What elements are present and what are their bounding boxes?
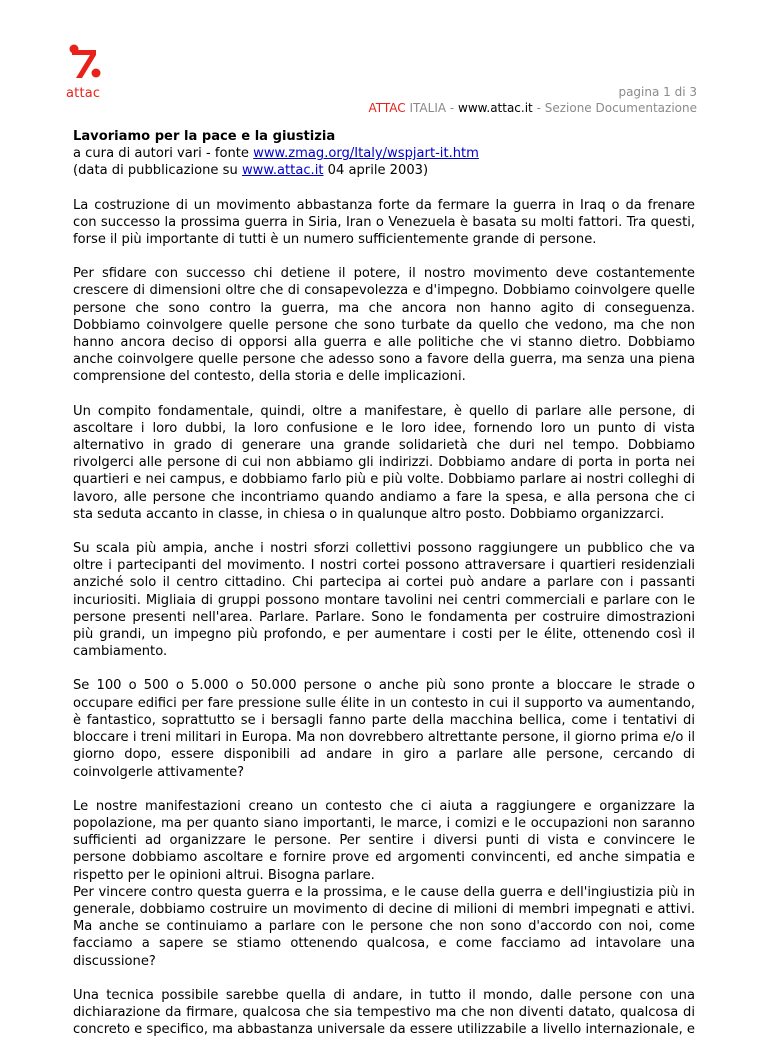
paragraph: La costruzione di un movimento abbastanza forte da fermare la guerra in Iraq o da frenare con successo la prossima guerra in Siria, Iran o Venezuela è basata su molti fattori. Tra questi, forse il più importante di tutti è un numero sufficientemente grande di persone. bbox=[73, 197, 695, 248]
site-url: www.attac.it bbox=[458, 101, 533, 115]
attac-logo[interactable] bbox=[66, 42, 116, 101]
brand-country: ITALIA - bbox=[405, 101, 459, 115]
paragraph: Se 100 o 500 o 5.000 o 50.000 persone o anche più sono pronte a bloccare le strade o occupare edifici per fare pressione sulle élite in un contesto in cui il supporto va aumentando, è fantastico, soprattutto se i bersagli fanno parte della macchina bellica, come i tentativi di bloccare i treni militari in Europa. Ma non dovrebbero altrettante persone, il giorno prima e/o il giorno dopo, essere disponibili ad andare in giro a parlare alle persone, cercando di coinvolgerle attivamente? bbox=[73, 678, 695, 780]
page-number: pagina 1 di 3 bbox=[618, 85, 697, 99]
percent-logo-icon bbox=[66, 42, 104, 80]
paragraph: Le nostre manifestazioni creano un contesto che ci aiuta a raggiungere e organizzare la popolazione, ma per quanto siano importanti, le marce, i comizi e le occupazioni non saranno sufficienti ad organizzare le persone. Per sentire i diversi punti di vista e convincere le persone dobbiamo ascoltare e fornire prove ed argomenti convincenti, ed anche simpatia e rispetto per le opinioni altrui. Bisogna parlare. bbox=[73, 798, 695, 883]
article-title: Lavoriamo per la pace e la giustizia bbox=[73, 129, 336, 144]
logo-text: attac bbox=[66, 86, 101, 101]
pub-prefix: (data di pubblicazione su bbox=[73, 163, 242, 179]
page-header bbox=[369, 84, 698, 116]
paragraph: Su scala più ampia, anche i nostri sforzi collettivi possono raggiungere un pubblico che va oltre i partecipanti del movimento. I nostri cortei possono attraversare i quartieri residenziali anziché solo il centro cittadino. Chi partecipa ai cortei può andare a parlare con i passanti incuriositi. Migliaia di gruppi possono montare tavolini nei centri commerciali e parlare con le persone presenti nell'area. Parlare. Parlare. Sono le fondamenta per costruire dimostrazioni più grandi, un impegno più profondo, e per aumentare i costi per le élite, ottenendo così il cambiamento. bbox=[73, 541, 695, 660]
brand-name: ATTAC bbox=[368, 101, 406, 115]
source-link[interactable]: www.zmag.org/Italy/wspjart-it.htm bbox=[253, 146, 479, 162]
paragraph: Per vincere contro questa guerra e la prossima, e le cause della guerra e dell'ingiustizia più in generale, dobbiamo costruire un movimento di decine di milioni di membri impegnati e attivi. Ma anche se continuiamo a parlare con le persone che non sono d'accordo con noi, come facciamo a sapere se stiamo ottenendo qualcosa, e come facciamo ad intavolare una discussione? bbox=[73, 884, 695, 969]
pub-suffix: 04 aprile 2003) bbox=[323, 163, 429, 179]
publication-date bbox=[73, 162, 695, 179]
article-heading bbox=[73, 128, 695, 180]
paragraph: Una tecnica possibile sarebbe quella di andare, in tutto il mondo, dalle persone con una dichiarazione da firmare, qualcosa che sia tempestivo ma che non diventi datato, qualcosa di concreto e specifico, ma abbastanza universale da essere utilizzabile a livello internazionale, e bbox=[73, 987, 695, 1038]
byline-prefix: a cura di autori vari - fonte bbox=[73, 146, 254, 162]
article bbox=[73, 128, 695, 1055]
attac-site-link[interactable]: www.attac.it bbox=[241, 163, 324, 179]
paragraph: Un compito fondamentale, quindi, oltre a manifestare, è quello di parlare alle persone, di ascoltare i loro dubbi, la loro confusione e le loro idee, fornendo loro un punto di vista alternativo in grado di generare una grande solidarietà che duri nel tempo. Dobbiamo rivolgerci alle persone di cui non abbiamo gli indirizzi. Dobbiamo andare di porta in porta nei quartieri e nei campus, e dobbiamo farlo più e più volte. Dobbiamo parlare ai nostri colleghi di lavoro, alle persone che incontriamo quando andiamo a fare la spesa, e alla persona che ci sta seduta accanto in classe, in chiesa o in qualunque altro posto. Dobbiamo organizzarci. bbox=[73, 403, 695, 522]
section-name: - Sezione Documentazione bbox=[532, 101, 697, 115]
header-source-line bbox=[369, 100, 698, 116]
article-byline bbox=[73, 145, 695, 162]
paragraph: Per sfidare con successo chi detiene il potere, il nostro movimento deve costantemente crescere di dimensioni oltre che di consapevolezza e d'impegno. Dobbiamo coinvolgere quelle persone che sono contro la guerra, ma che ancora non hanno agito di conseguenza. Dobbiamo coinvolgere quelle persone che sono turbate da quello che vedono, ma che non hanno ancora deciso di opporsi alla guerra e alle politiche che vi stanno dietro. Dobbiamo anche coinvolgere quelle persone che adesso sono a favore della guerra, ma senza una piena comprensione del contesto, della storia e delle implicazioni. bbox=[73, 266, 695, 385]
